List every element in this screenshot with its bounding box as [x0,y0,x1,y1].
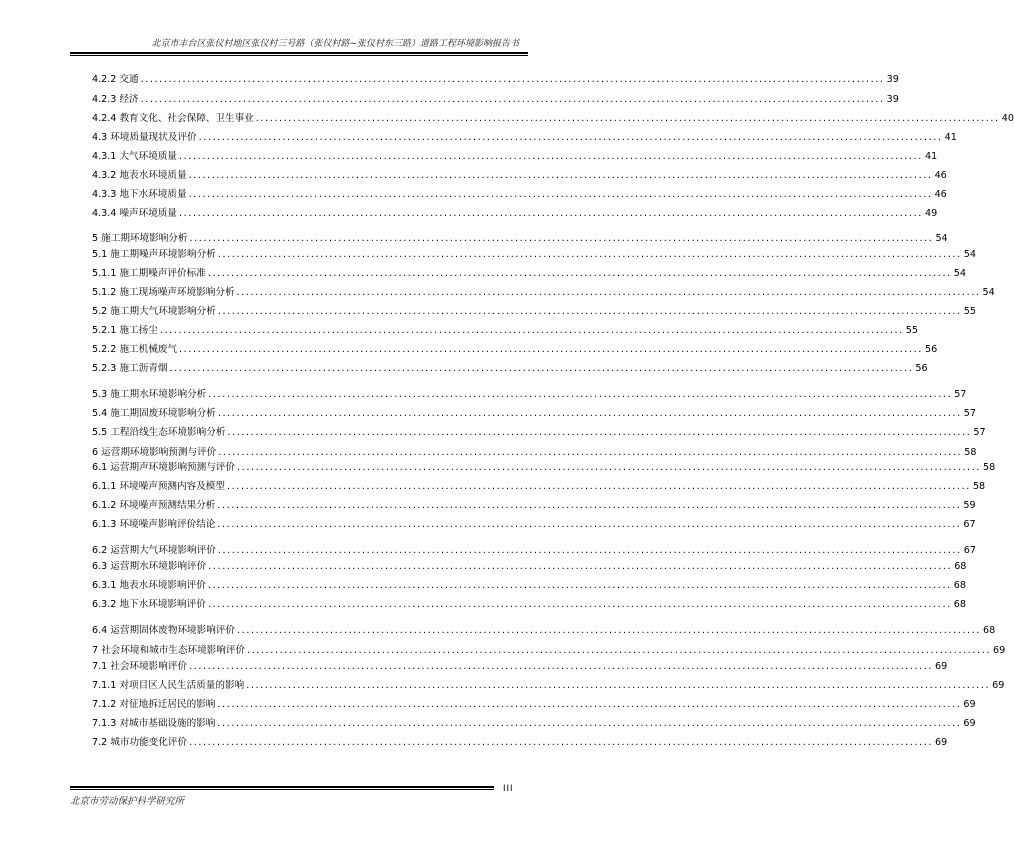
toc-entry-title: 4.3.1 大气环境质量 [92,151,178,162]
footer-organization: 北京市劳动保护科学研究所 [70,796,185,807]
toc-entry-title: 5.3 施工期水环境影响分析 [92,389,207,400]
toc-entry-page: 54 [935,233,948,244]
toc-entry[interactable] [92,232,948,245]
toc-entry[interactable] [92,188,947,201]
toc-dot-leader: ................................................................................................................................................................ [218,447,963,458]
toc-entry-title: 4.3 环境质量现状及评价 [92,132,197,143]
toc-entry-page: 55 [963,306,976,317]
toc-entry-title: 6.4 运营期固体废物环境影响评价 [92,625,236,636]
toc-entry[interactable] [92,624,996,637]
toc-entry[interactable] [92,286,995,299]
toc-entry-page: 69 [993,645,1006,656]
toc-entry-page: 41 [944,132,957,143]
toc-entry[interactable] [92,267,966,280]
toc-dot-leader: ................................................................................................................................................................ [237,625,981,636]
toc-entry-title: 5.1 施工期噪声环境影响分析 [92,249,216,260]
toc-entry-page: 69 [935,737,948,748]
toc-dot-leader: ................................................................................................................................................................ [207,580,952,591]
toc-entry-page: 69 [963,699,976,710]
toc-entry-title: 7 社会环境和城市生态环境影响评价 [92,645,246,656]
toc-entry[interactable] [92,560,967,573]
toc-dot-leader: ................................................................................................................................................................ [227,427,972,438]
toc-entry[interactable] [92,660,948,673]
toc-entry-page: 69 [935,661,948,672]
toc-dot-leader: ................................................................................................................................................................ [189,661,933,672]
toc-entry-title: 5 施工期环境影响分析 [92,233,188,244]
toc-entry[interactable] [92,499,976,512]
footer-rule-thin [70,789,494,790]
toc-entry-title: 6.1.1 环境噪声预测内容及模型 [92,481,225,492]
toc-dot-leader: ................................................................................................................................................................ [217,249,962,260]
toc-entry-title: 5.2.1 施工扬尘 [92,325,158,336]
toc-entry-page: 67 [963,519,976,530]
toc-dot-leader: ................................................................................................................................................................ [217,699,962,710]
toc-dot-leader: ................................................................................................................................................................ [208,389,953,400]
toc-dot-leader: ................................................................................................................................................................ [188,189,933,200]
toc-entry[interactable] [92,248,976,261]
toc-entry-page: 68 [953,599,966,610]
toc-entry-title: 5.1.1 施工期噪声评价标准 [92,268,206,279]
toc-dot-leader: ................................................................................................................................................................ [188,170,933,181]
toc-entry-title: 6.1.3 环境噪声影响评价结论 [92,519,216,530]
toc-entry-page: 56 [924,344,938,355]
toc-entry-title: 5.2.2 施工机械废气 [92,344,178,355]
toc-entry[interactable] [92,305,976,318]
toc-entry-page: 57 [963,408,976,419]
toc-entry-title: 6 运营期环境影响预测与评价 [92,447,217,458]
toc-dot-leader: ................................................................................................................................................................ [227,481,971,492]
toc-entry[interactable] [92,93,899,106]
toc-entry-page: 56 [915,363,928,374]
toc-entry-page: 57 [954,389,967,400]
toc-entry-page: 54 [953,268,966,279]
toc-entry[interactable] [92,679,1005,692]
toc-entry-title: 7.1.3 对城市基础设施的影响 [92,718,216,729]
toc-dot-leader: ................................................................................................................................................................ [236,287,981,298]
toc-entry[interactable] [92,461,996,474]
toc-entry[interactable] [92,579,966,592]
toc-entry-title: 4.3.2 地表水环境质量 [92,170,187,181]
toc-dot-leader: ................................................................................................................................................................ [246,680,991,691]
toc-entry-page: 55 [905,325,918,336]
footer-rule [70,786,494,788]
toc-entry[interactable] [92,644,1006,657]
toc-entry-title: 7.1.1 对项目区人民生活质量的影响 [92,680,245,691]
toc-dot-leader: ................................................................................................................................................................ [198,132,943,143]
toc-entry-title: 6.3.2 地下水环境影响评价 [92,599,206,610]
toc-entry[interactable] [92,598,966,611]
toc-entry-title: 7.1.2 对征地拆迁居民的影响 [92,699,216,710]
toc-entry-page: 68 [954,561,967,572]
toc-dot-leader: ................................................................................................................................................................ [217,306,962,317]
toc-entry-title: 4.3.4 噪声环境质量 [92,208,178,219]
toc-entry[interactable] [92,407,976,420]
toc-dot-leader: ................................................................................................................................................................ [189,737,933,748]
toc-entry[interactable] [92,362,928,375]
toc-entry-title: 4.2.3 经济 [92,94,139,105]
toc-entry-title: 7.1 社会环境影响评价 [92,661,188,672]
toc-entry-page: 68 [982,625,996,636]
toc-entry[interactable] [92,717,976,730]
toc-entry-title: 5.4 施工期固废环境影响分析 [92,408,216,419]
toc-entry[interactable] [92,112,1014,125]
toc-entry[interactable] [92,150,938,163]
toc-entry-title: 4.2.2 交通 [92,74,139,85]
toc-entry[interactable] [92,736,948,749]
toc-entry[interactable] [92,518,976,531]
toc-entry-page: 68 [953,580,966,591]
toc-dot-leader: ................................................................................................................................................................ [179,151,923,162]
toc-entry-page: 59 [963,500,976,511]
toc-entry-page: 46 [934,170,947,181]
toc-dot-leader: ................................................................................................................................................................ [207,599,952,610]
toc-entry[interactable] [92,131,957,144]
toc-entry[interactable] [92,446,977,459]
toc-entry-title: 6.2 运营期大气环境影响评价 [92,545,216,556]
toc-dot-leader: ................................................................................................................................................................ [189,233,934,244]
toc-entry-title: 7.2 城市功能变化评价 [92,737,188,748]
toc-dot-leader: ................................................................................................................................................................ [140,94,885,105]
toc-entry[interactable] [92,388,967,401]
toc-dot-leader: ................................................................................................................................................................ [179,208,923,219]
toc-dot-leader: ................................................................................................................................................................ [169,363,914,374]
toc-entry[interactable] [92,73,899,86]
toc-entry[interactable] [92,544,976,557]
toc-entry-title: 4.3.3 地下水环境质量 [92,189,187,200]
toc-entry-page: 58 [964,447,977,458]
toc-dot-leader: ................................................................................................................................................................ [159,325,904,336]
toc-entry-page: 58 [972,481,986,492]
toc-entry[interactable] [92,324,918,337]
toc-entry[interactable] [92,169,947,182]
toc-entry[interactable] [92,480,986,493]
toc-dot-leader: ................................................................................................................................................................ [217,500,962,511]
toc-entry-page: 58 [982,462,996,473]
running-header: 北京市丰台区张仪村地区张仪村三号路（张仪村路~张仪村东三路）道路工程环境影响报告书 [151,39,519,49]
toc-entry-page: 57 [973,427,986,438]
toc-entry-page: 67 [963,545,976,556]
toc-entry[interactable] [92,343,938,356]
toc-entry-page: 46 [934,189,947,200]
toc-entry[interactable] [92,426,986,439]
toc-entry-page: 39 [886,94,899,105]
toc-dot-leader: ................................................................................................................................................................ [217,718,962,729]
toc-entry-title: 5.5 工程沿线生态环境影响分析 [92,427,226,438]
toc-entry-page: 40 [1001,113,1014,124]
toc-entry[interactable] [92,698,976,711]
toc-entry-title: 5.2.3 施工沥青烟 [92,363,168,374]
toc-entry-page: 54 [982,287,995,298]
toc-entry-title: 6.3 运营期水环境影响评价 [92,561,207,572]
toc-entry-page: 41 [924,151,938,162]
toc-entry-title: 5.2 施工期大气环境影响分析 [92,306,216,317]
toc-dot-leader: ................................................................................................................................................................ [217,545,962,556]
toc-entry-title: 4.2.4 教育文化、社会保障、卫生事业 [92,113,254,124]
toc-entry-page: 39 [886,74,899,85]
toc-entry-title: 6.1.2 环境噪声预测结果分析 [92,500,216,511]
toc-entry-title: 6.3.1 地表水环境影响评价 [92,580,206,591]
toc-dot-leader: ................................................................................................................................................................ [207,268,952,279]
toc-dot-leader: ................................................................................................................................................................ [217,408,962,419]
toc-entry-page: 69 [963,718,976,729]
toc-dot-leader: ................................................................................................................................................................ [255,113,1000,124]
toc-dot-leader: ................................................................................................................................................................ [247,645,991,656]
toc-entry-page: 69 [992,680,1005,691]
toc-entry-title: 6.1 运营期声环境影响预测与评价 [92,462,236,473]
page-number: III [503,784,514,794]
toc-entry[interactable] [92,207,938,220]
toc-entry-title: 5.1.2 施工现场噪声环境影响分析 [92,287,235,298]
toc-dot-leader: ................................................................................................................................................................ [237,462,981,473]
toc-dot-leader: ................................................................................................................................................................ [217,519,962,530]
toc-dot-leader: ................................................................................................................................................................ [179,344,923,355]
toc-dot-leader: ................................................................................................................................................................ [140,74,885,85]
toc-entry-page: 54 [963,249,976,260]
toc-dot-leader: ................................................................................................................................................................ [208,561,953,572]
toc-entry-page: 49 [924,208,938,219]
